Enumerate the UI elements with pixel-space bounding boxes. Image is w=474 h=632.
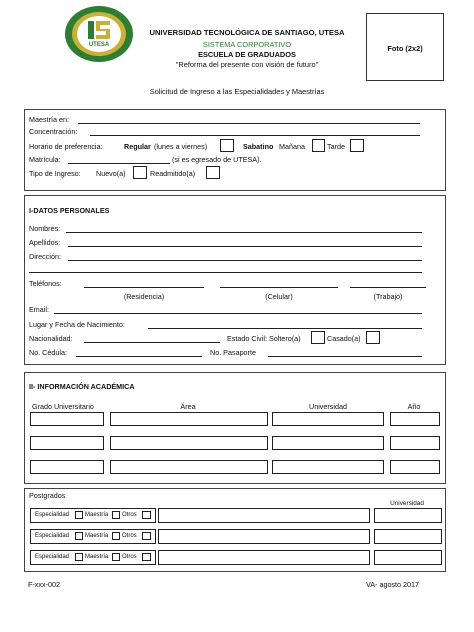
telefono-residencia-field[interactable]	[84, 287, 204, 288]
ano-input-3[interactable]	[390, 460, 440, 474]
especialidad-checkbox-2[interactable]	[75, 532, 83, 540]
soltero-checkbox[interactable]	[311, 331, 325, 344]
casado-checkbox[interactable]	[366, 331, 380, 344]
especialidad-label-1: Especialidad	[35, 512, 70, 518]
nombres-field[interactable]	[66, 232, 422, 233]
photo-label: Foto (2x2)	[387, 44, 423, 53]
maestria-label-1: Maestría	[85, 512, 109, 518]
readmitido-checkbox[interactable]	[206, 166, 220, 179]
apellidos-label: Apellidos:	[29, 238, 61, 247]
readmitido-label: Readmitido(a)	[150, 169, 196, 178]
university-name: UNIVERSIDAD TECNOLÓGICA DE SANTIAGO, UTESA	[149, 28, 345, 37]
matricula-label: Matrícula:	[29, 155, 61, 164]
matricula-field[interactable]	[68, 163, 170, 164]
ano-input-2[interactable]	[390, 436, 440, 450]
telefono-trabajo-field[interactable]	[350, 287, 426, 288]
matricula-note: (si es egresado de UTESA).	[172, 155, 262, 164]
universidad-input-1[interactable]	[272, 412, 384, 426]
maestria-field[interactable]	[78, 123, 420, 124]
concentracion-label: Concentración:	[29, 127, 78, 136]
area-input-1[interactable]	[110, 412, 268, 426]
trabajo-caption: (Trabajo)	[373, 292, 403, 301]
otros-label-3: Otros	[122, 554, 137, 560]
otros-checkbox-2[interactable]	[142, 532, 151, 540]
casado-label: Casado(a)	[327, 334, 361, 343]
school-name: ESCUELA DE GRADUADOS	[198, 50, 296, 59]
lugar-fecha-field[interactable]	[148, 328, 422, 329]
motto: "Reforma del presente con visión de futuro"	[175, 60, 319, 69]
otros-checkbox-1[interactable]	[142, 511, 151, 519]
postgrad-universidad-header: Universidad	[390, 500, 424, 507]
nuevo-label: Nuevo(a)	[96, 169, 126, 178]
apellidos-field[interactable]	[68, 246, 422, 247]
maestria-label: Maestría en:	[29, 115, 69, 124]
maestria-label-2: Maestría	[85, 533, 109, 539]
horario-label: Horario de preferencia:	[29, 142, 103, 151]
otros-label-2: Otros	[122, 533, 137, 539]
otros-checkbox-3[interactable]	[142, 553, 151, 561]
lugar-fecha-label: Lugar y Fecha de Nacimiento:	[29, 320, 125, 329]
form-code: F-xxx-002	[28, 580, 60, 589]
manana-label: Mañana	[279, 142, 305, 151]
nombres-label: Nombres:	[29, 224, 61, 233]
estado-civil-label: Estado Civil: Soltero(a)	[227, 334, 301, 343]
postgrad-universidad-input-2[interactable]	[374, 529, 442, 544]
grado-input-3[interactable]	[30, 460, 104, 474]
celular-caption: (Celular)	[265, 292, 293, 301]
form-version: VA- agosto 2017	[366, 580, 420, 589]
area-input-3[interactable]	[110, 460, 268, 474]
cedula-field[interactable]	[76, 356, 202, 357]
manana-checkbox[interactable]	[312, 139, 325, 152]
maestria-checkbox-2[interactable]	[112, 532, 120, 540]
direccion-field[interactable]	[68, 260, 422, 261]
telefono-celular-field[interactable]	[220, 287, 338, 288]
otros-label-1: Otros	[122, 512, 137, 518]
residencia-caption: (Residencia)	[123, 292, 165, 301]
pasaporte-label: No. Pasaporte	[210, 348, 256, 357]
logo-text: UTESA	[88, 42, 110, 48]
universidad-input-3[interactable]	[272, 460, 384, 474]
tarde-label: Tarde	[327, 142, 345, 151]
postgrad-universidad-input-1[interactable]	[374, 508, 442, 523]
regular-label: Regular	[124, 142, 151, 151]
grado-input-2[interactable]	[30, 436, 104, 450]
maestria-label-3: Maestría	[85, 554, 109, 560]
system-name: SISTEMA CORPORATIVO	[202, 40, 292, 49]
especialidad-label-3: Especialidad	[35, 554, 70, 560]
utesa-logo	[64, 5, 134, 63]
especialidad-checkbox-3[interactable]	[75, 553, 83, 561]
tarde-checkbox[interactable]	[350, 139, 364, 152]
academic-title: II- INFORMACIÓN ACADÉMICA	[29, 382, 135, 391]
pasaporte-field[interactable]	[268, 356, 422, 357]
personal-title: I-DATOS PERSONALES	[29, 206, 110, 215]
universidad-input-2[interactable]	[272, 436, 384, 450]
maestria-checkbox-3[interactable]	[112, 553, 120, 561]
postgrad-name-input-1[interactable]	[158, 508, 370, 523]
nacionalidad-field[interactable]	[84, 342, 220, 343]
regular-checkbox[interactable]	[220, 139, 234, 152]
col-grado: Grado Universitario	[32, 402, 94, 411]
postgrad-universidad-input-3[interactable]	[374, 550, 442, 565]
direccion-label: Dirección:	[29, 252, 61, 261]
cedula-label: No. Cédula:	[29, 348, 67, 357]
regular-detail: (lunes a viernes)	[154, 142, 208, 151]
nacionalidad-label: Nacionalidad:	[29, 334, 73, 343]
concentracion-field[interactable]	[90, 135, 420, 136]
telefonos-label: Teléfonos:	[29, 279, 62, 288]
postgrad-title: Postgrados	[29, 491, 66, 500]
area-input-2[interactable]	[110, 436, 268, 450]
nuevo-checkbox[interactable]	[133, 166, 147, 179]
photo-box[interactable]	[366, 13, 444, 81]
col-ano: Año	[407, 402, 421, 411]
grado-input-1[interactable]	[30, 412, 104, 426]
col-universidad: Universidad	[309, 402, 347, 411]
direccion-field-2[interactable]	[29, 272, 422, 273]
postgrad-name-input-2[interactable]	[158, 529, 370, 544]
maestria-checkbox-1[interactable]	[112, 511, 120, 519]
form-title: Solicitud de Ingreso a las Especialidades y Maestrías	[149, 87, 325, 96]
ano-input-1[interactable]	[390, 412, 440, 426]
postgrad-name-input-3[interactable]	[158, 550, 370, 565]
sabatino-label: Sabatino	[243, 142, 274, 151]
especialidad-checkbox-1[interactable]	[75, 511, 83, 519]
email-label: Email:	[29, 305, 49, 314]
email-field[interactable]	[54, 313, 422, 314]
col-area: Área	[180, 402, 196, 411]
especialidad-label-2: Especialidad	[35, 533, 70, 539]
tipo-ingreso-label: Tipo de Ingreso:	[29, 169, 81, 178]
